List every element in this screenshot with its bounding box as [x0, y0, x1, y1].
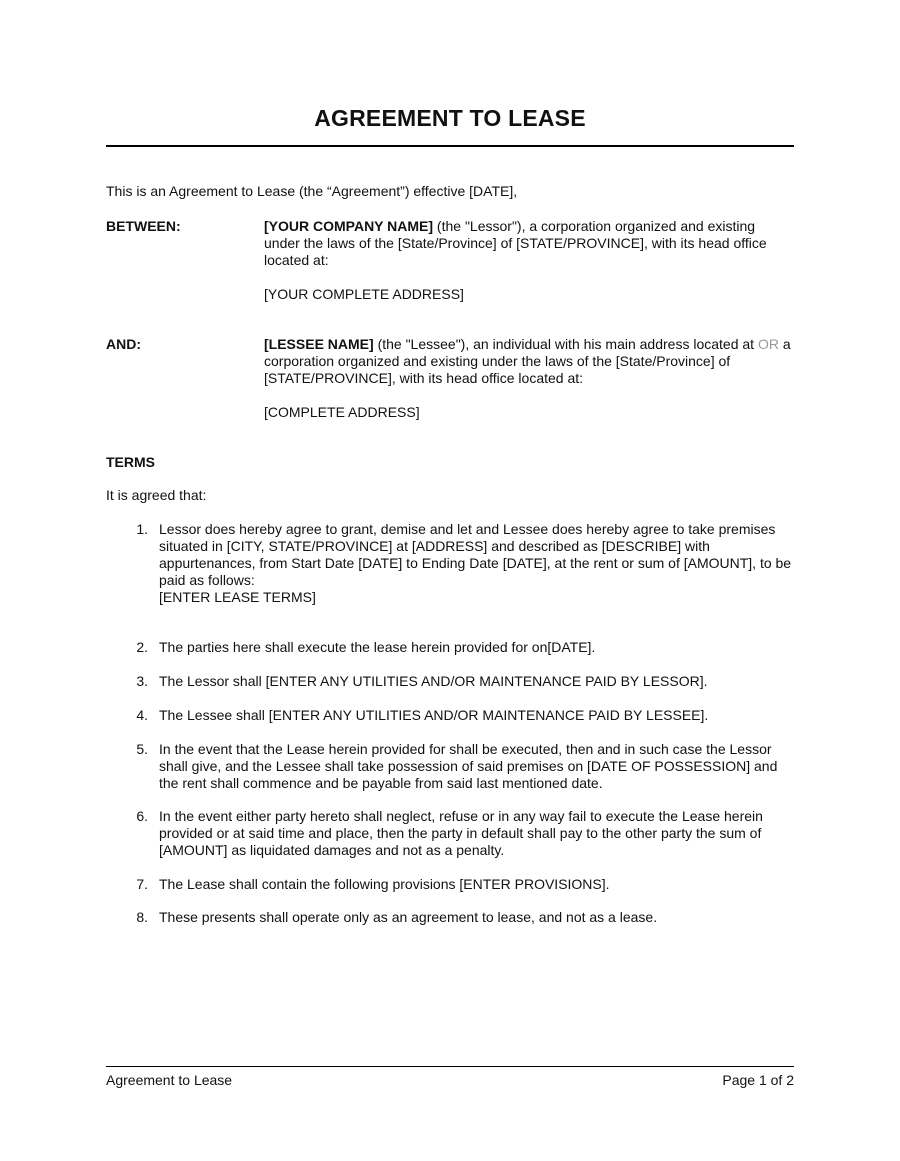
lessee-or-text: OR [757, 336, 779, 352]
term-number: 8. [136, 909, 148, 925]
term-item [106, 808, 794, 859]
lessor-block [264, 218, 794, 303]
term-item [106, 741, 794, 792]
term-item [106, 909, 794, 926]
term-item [106, 673, 794, 690]
term-number: 3. [136, 673, 148, 689]
term-number: 1. [136, 521, 148, 537]
title-divider [106, 145, 794, 147]
term-number: 7. [136, 876, 148, 892]
between-label: BETWEEN: [106, 218, 181, 234]
term-number: 4. [136, 707, 148, 723]
lessee-details-2: a corporation organized and existing under the laws of the [State/Province] of [STATE/PROVINCE], with its head office located at: [264, 336, 791, 386]
intro-paragraph: This is an Agreement to Lease (the “Agreement”) effective [DATE], [106, 183, 518, 199]
lessor-name: [YOUR COMPANY NAME] [264, 218, 434, 234]
footer-document-name: Agreement to Lease [106, 1072, 233, 1088]
lessee-description [264, 336, 794, 387]
lessor-description [264, 218, 794, 269]
lessee-details-1: (the "Lessee"), an individual with his main address located at [373, 336, 758, 352]
term-number: 5. [136, 741, 148, 757]
term-text: The Lessor shall [ENTER ANY UTILITIES AND/OR MAINTENANCE PAID BY LESSOR]. [159, 673, 708, 689]
term-text: Lessor does hereby agree to grant, demise and let and Lessee does hereby agree to take premises situated in [CITY, STATE/PROVINCE] at [ADDRESS] and described as [DESCRIBE] with appurtenances, from Start Date [DATE] to Ending Date [DATE], at the rent or sum of [AMOUNT], to be paid as follows: [159, 521, 792, 588]
and-label: AND: [106, 336, 141, 352]
term-subtext: [ENTER LEASE TERMS] [159, 589, 316, 605]
lessee-address: [COMPLETE ADDRESS] [264, 404, 420, 420]
term-item [106, 707, 794, 724]
agreed-text: It is agreed that: [106, 487, 207, 503]
lessee-name: [LESSEE NAME] [264, 336, 374, 352]
lessor-address: [YOUR COMPLETE ADDRESS] [264, 286, 464, 302]
term-text: In the event that the Lease herein provided for shall be executed, then and in such case the Lessor shall give, and the Lessee shall take possession of said premises on [DATE OF POSSESSION] and the rent shall commence and be payable from said last mentioned date. [159, 741, 778, 791]
term-text: In the event either party hereto shall neglect, refuse or in any way fail to execute the Lease herein provided or at said time and place, then the party in default shall pay to the other party the sum of [AMOUNT] as liquidated damages and not as a penalty. [159, 808, 763, 858]
term-text: The Lease shall contain the following provisions [ENTER PROVISIONS]. [159, 876, 610, 892]
term-number: 2. [136, 639, 148, 655]
lessee-block [264, 336, 794, 421]
document-title: AGREEMENT TO LEASE [314, 105, 586, 131]
term-item [106, 639, 794, 656]
lessor-details: (the "Lessor"), a corporation organized and existing under the laws of the [State/Province] of [STATE/PROVINCE], with its head office located at: [264, 218, 767, 268]
term-item [106, 876, 794, 893]
term-text: The Lessee shall [ENTER ANY UTILITIES AND/OR MAINTENANCE PAID BY LESSEE]. [159, 707, 709, 723]
terms-heading: TERMS [106, 454, 155, 470]
term-text: The parties here shall execute the lease herein provided for on[DATE]. [159, 639, 596, 655]
footer-divider [106, 1066, 794, 1067]
term-item [106, 521, 794, 606]
footer-page-number: Page 1 of 2 [722, 1072, 794, 1088]
term-text: These presents shall operate only as an agreement to lease, and not as a lease. [159, 909, 658, 925]
term-number: 6. [136, 808, 148, 824]
